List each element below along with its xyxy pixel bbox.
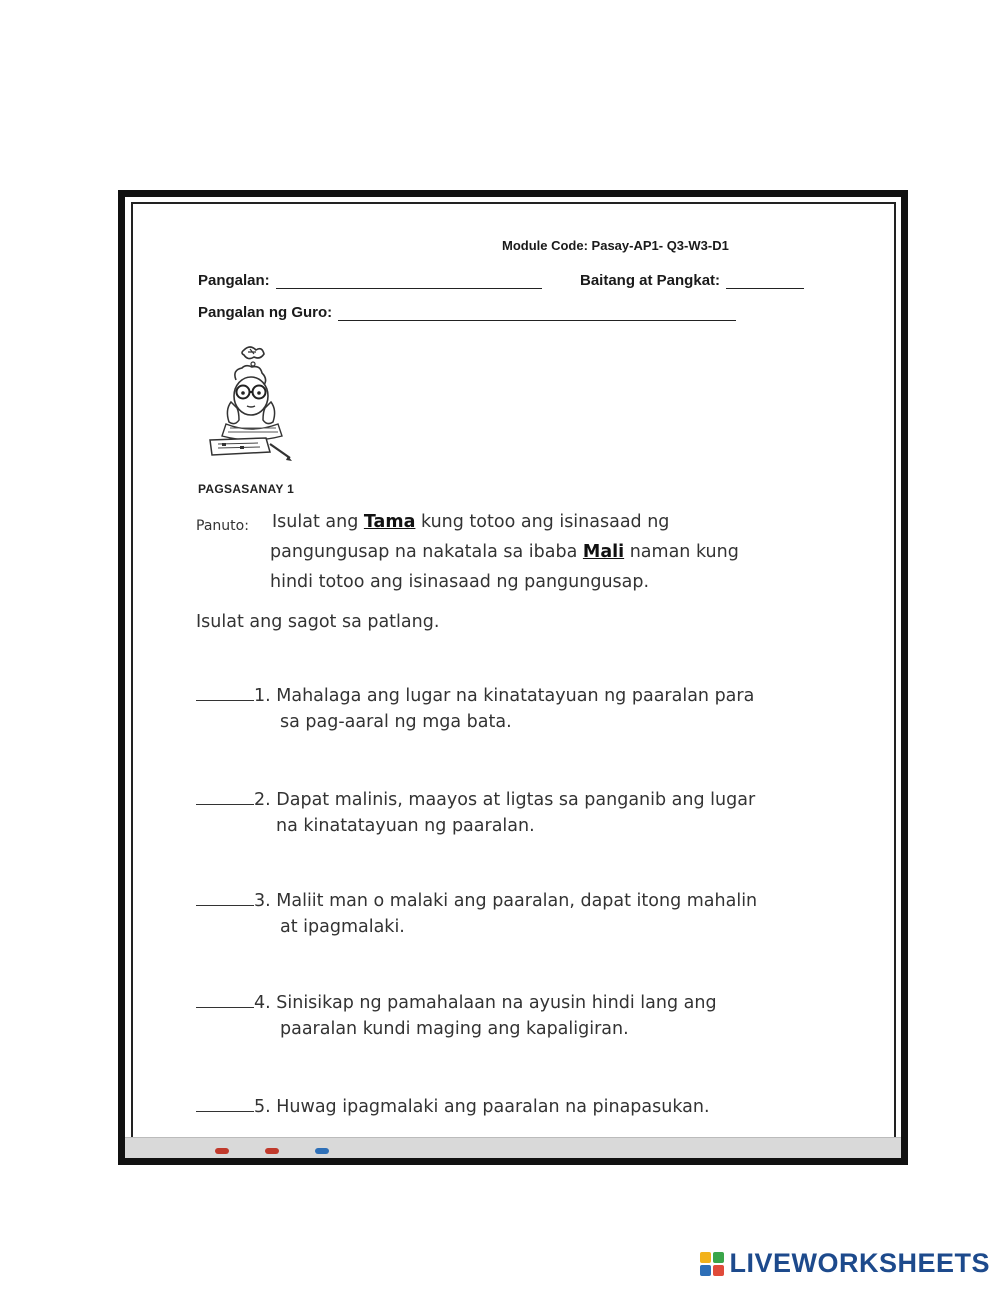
instructions-line-3: hindi totoo ang isinasaad ng pangungusap. (270, 572, 650, 592)
answer-blank[interactable] (196, 788, 254, 805)
teacher-blank[interactable] (338, 306, 736, 321)
question-text-continued: sa pag-aaral ng mga bata. (280, 712, 512, 732)
instructions-text: pangungusap na nakatala sa ibaba (270, 542, 583, 562)
liveworksheets-brand (699, 1248, 990, 1279)
question-item (196, 1095, 710, 1117)
brand-text: LIVEWORKSHEETS (729, 1248, 990, 1278)
scanned-bottom-strip (125, 1137, 901, 1158)
answer-blank[interactable] (196, 1095, 254, 1112)
answer-note: Isulat ang sagot sa patlang. (196, 612, 440, 632)
question-text-continued: at ipagmalaki. (280, 917, 405, 937)
liveworksheets-logo-icon (699, 1251, 725, 1277)
question-item (196, 889, 757, 937)
instructions-line-2 (270, 542, 739, 562)
name-blank[interactable] (276, 274, 542, 289)
thinking-student-illustration (196, 340, 296, 465)
instructions-text: kung totoo ang isinasaad ng (415, 512, 670, 532)
instructions-text: Isulat ang (272, 512, 364, 532)
question-item (196, 788, 755, 836)
strip-marker (315, 1148, 329, 1154)
name-field (198, 272, 542, 289)
module-code: Module Code: Pasay-AP1- Q3-W3-D1 (502, 238, 729, 253)
question-text: 1. Mahalaga ang lugar na kinatatayuan ng paaralan para (254, 686, 755, 706)
question-text-continued: paaralan kundi maging ang kapaligiran. (280, 1019, 629, 1039)
name-label: Pangalan: (198, 272, 270, 289)
instructions-label: Panuto: (196, 518, 249, 534)
question-text: 3. Maliit man o malaki ang paaralan, dapat itong mahalin (254, 891, 758, 911)
strip-marker (265, 1148, 279, 1154)
teacher-label: Pangalan ng Guro: (198, 304, 333, 321)
instructions-line-1 (272, 512, 669, 532)
answer-blank[interactable] (196, 991, 254, 1008)
grade-section-label: Baitang at Pangkat: (580, 272, 721, 289)
question-text: 4. Sinisikap ng pamahalaan na ayusin hindi lang ang (254, 993, 717, 1013)
question-item (196, 991, 717, 1039)
question-text: 5. Huwag ipagmalaki ang paaralan na pinapasukan. (254, 1097, 710, 1117)
teacher-field (198, 304, 736, 321)
tama-keyword: Tama (363, 512, 416, 532)
strip-marker (215, 1148, 229, 1154)
answer-blank[interactable] (196, 889, 254, 906)
mali-keyword: Mali (582, 542, 625, 562)
instructions-text: naman kung (624, 542, 739, 562)
answer-blank[interactable] (196, 684, 254, 701)
question-item (196, 684, 754, 732)
exercise-title: PAGSASANAY 1 (198, 482, 295, 496)
grade-section-field (580, 272, 804, 289)
question-text: 2. Dapat malinis, maayos at ligtas sa panganib ang lugar (254, 790, 756, 810)
grade-section-blank[interactable] (726, 274, 804, 289)
question-text-continued: na kinatatayuan ng paaralan. (276, 816, 535, 836)
